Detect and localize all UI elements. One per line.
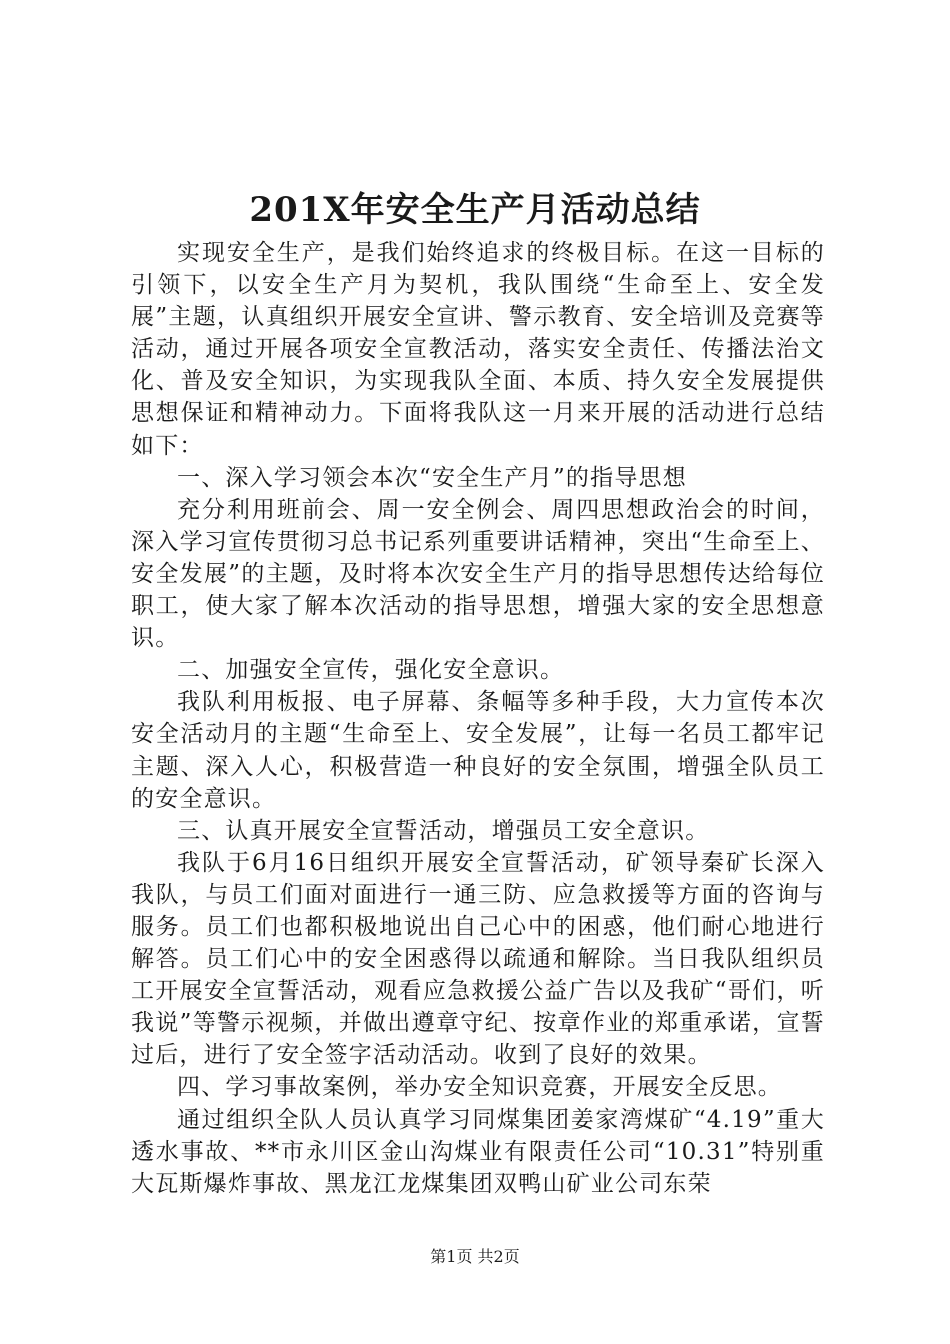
section-heading-4: 四、学习事故案例，举办安全知识竞赛，开展安全反思。 bbox=[177, 1074, 782, 1101]
paragraph-section-3: 我队于6月16日组织开展安全宣誓活动，矿领导秦矿长深入我队，与员工们面对面进行一通三防、应急救援等方面的咨询与服务。员工们也都积极地说出自己心中的困惑，他们耐心地进行解答。员工们心中的安全困惑得以疏通和解除。当日我队组织员工开展安全宣誓活动，观看应急救援公益广告以及我矿“哥们，听我说”等警示视频，并做出遵章守纪、按章作业的郑重承诺，宣誓过后，进行了安全签字活动活动。收到了良好的效果。 bbox=[131, 849, 825, 1069]
section-heading-2: 二、加强安全宣传，强化安全意识。 bbox=[177, 657, 565, 684]
section-heading-3: 三、认真开展安全宣誓活动，增强员工安全意识。 bbox=[177, 817, 710, 844]
section-heading-1: 一、深入学习领会本次“安全生产月”的指导思想 bbox=[177, 464, 687, 491]
paragraph-section-1: 充分利用班前会、周一安全例会、周四思想政治会的时间，深入学习宣传贯彻习总书记系列重要讲话精神，突出“生命至上、安全发展”的主题，及时将本次安全生产月的指导思想传达给每位职工，使大家了解本次活动的指导思想，增强大家的安全思想意识。 bbox=[131, 496, 825, 652]
document-body bbox=[131, 237, 825, 1200]
paragraph-intro: 实现安全生产，是我们始终追求的终极目标。在这一目标的引领下，以安全生产月为契机，我队围绕“生命至上、安全发展”主题，认真组织开展安全宣讲、警示教育、安全培训及竞赛等活动，通过开展各项安全宣教活动，落实安全责任、传播法治文化、普及安全知识，为实现我队全面、本质、持久安全发展提供思想保证和精神动力。下面将我队这一月来开展的活动进行总结如下： bbox=[131, 240, 825, 459]
paragraph-section-4: 通过组织全队人员认真学习同煤集团姜家湾煤矿“4.19”重大透水事故、**市永川区金山沟煤业有限责任公司“10.31”特别重大瓦斯爆炸事故、黑龙江龙煤集团双鸭山矿业公司东荣 bbox=[131, 1106, 825, 1197]
document-title: 201X年安全生产月活动总结 bbox=[249, 190, 701, 230]
page-number-footer: 第1页 共2页 bbox=[430, 1247, 520, 1266]
paragraph-section-2: 我队利用板报、电子屏幕、条幅等多种手段，大力宣传本次安全活动月的主题“生命至上、安全发展”，让每一名员工都牢记主题、深入人心，积极营造一种良好的安全氛围，增强全队员工的安全意识。 bbox=[131, 689, 825, 812]
